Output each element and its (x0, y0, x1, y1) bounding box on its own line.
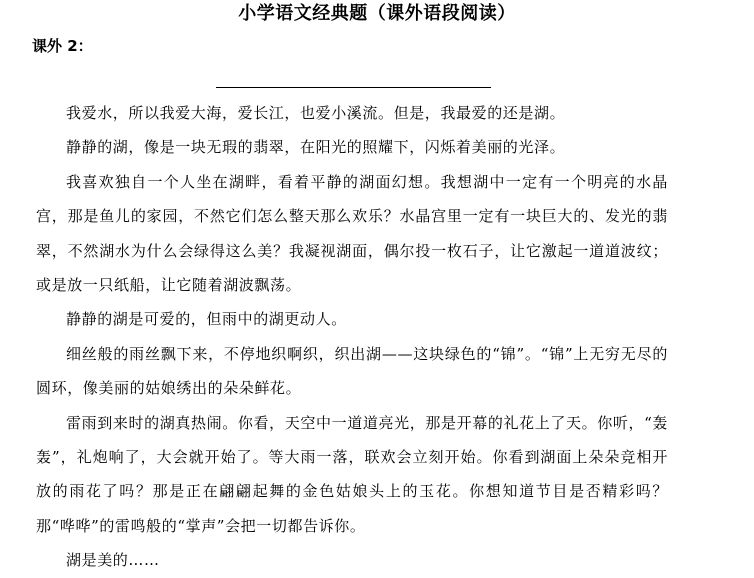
document-title: 小学语文经典题（课外语段阅读） (238, 3, 516, 24)
paragraph: 雷雨到来时的湖真热闹。你看，天空中一道道亮光，那是开幕的礼花上了天。你听，“轰轰”，礼炮响了，大会就开始了。等大雨一落，联欢会立刻开始。你看到湖面上朵朵竞相开放的雨花了吗？那是正在翩翩起舞的金色姑娘头上的玉花。你想知道节目是否精彩吗？那“哗哗”的雷鸣般的“掌声”会把一切都告诉你。 (36, 413, 668, 535)
paragraph: 细丝般的雨丝飘下来，不停地织啊织，织出湖——这块绿色的“锦”。“锦”上无穷无尽的圆环，像美丽的姑娘绣出的朵朵鲜花。 (36, 344, 668, 398)
title-answer-blank (216, 87, 491, 88)
paragraph: 静静的湖，像是一块无瑕的翡翠，在阳光的照耀下，闪烁着美丽的光泽。 (66, 138, 566, 157)
paragraph: 湖是美的…… (66, 551, 160, 570)
passage-body (36, 96, 668, 578)
paragraph: 我爱水，所以我爱大海，爱长江，也爱小溪流。但是，我最爱的还是湖。 (66, 104, 566, 122)
paragraph: 我喜欢独自一个人坐在湖畔，看着平静的湖面幻想。我想湖中一定有一个明亮的水晶宫，那是鱼儿的家园，不然它们怎么整天那么欢乐？水晶宫里一定有一块巨大的、发光的翡翠，不然湖水为什么会绿得这么美？我凝视湖面，偶尔投一枚石子，让它激起一道道波纹；或是放一只纸船，让它随着湖波飘荡。 (36, 172, 668, 295)
section-label: 课外 2： (32, 37, 93, 55)
paragraph: 静静的湖是可爱的，但雨中的湖更动人。 (66, 310, 347, 329)
